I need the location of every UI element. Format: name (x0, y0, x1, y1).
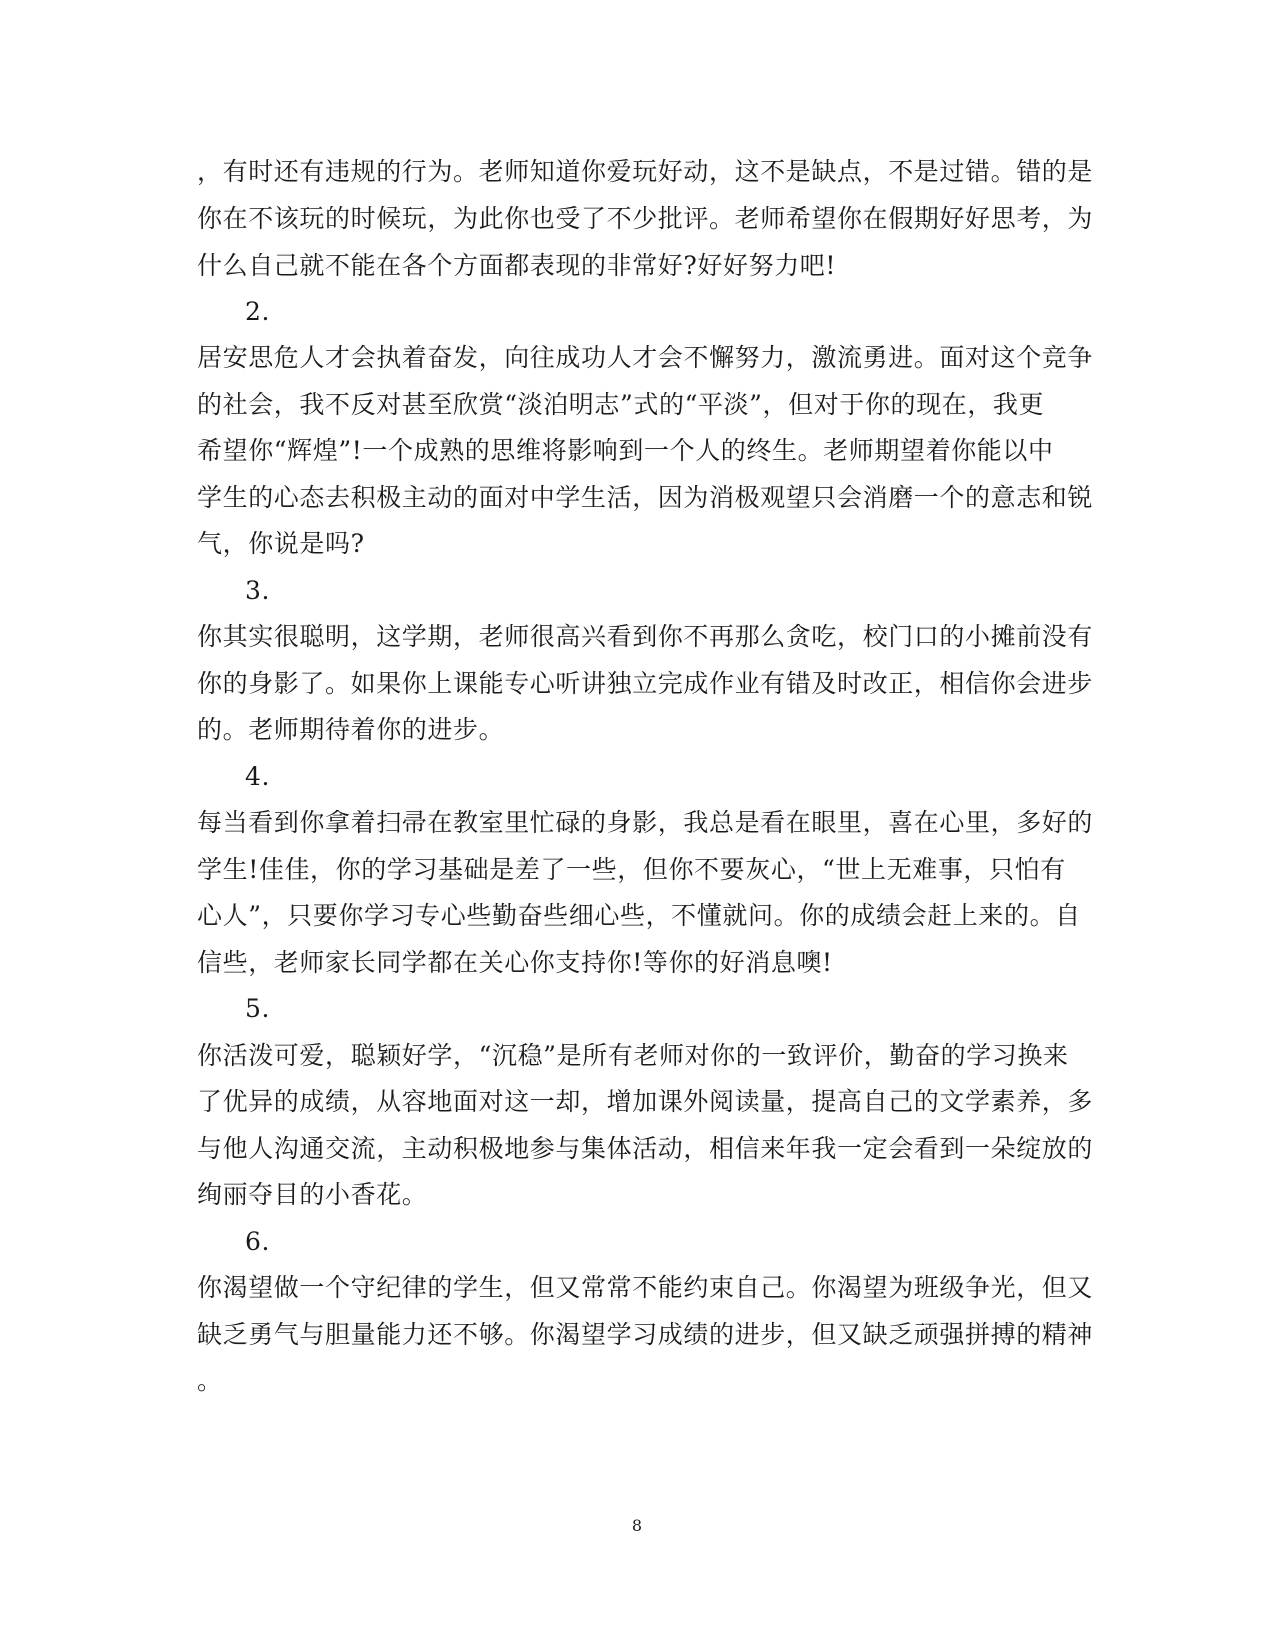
text-line: 学生的心态去积极主动的面对中学生活，因为消极观望只会消磨一个的意志和锐 (197, 483, 1094, 512)
text-line: 希望你“辉煌”!一个成熟的思维将影响到一个人的终生。老师期望着你能以中 (197, 436, 1054, 465)
text-line: 气，你说是吗? (197, 529, 365, 558)
text-line: 你在不该玩的时候玩，为此你也受了不少批评。老师希望你在假期好好思考，为 (197, 204, 1094, 233)
section-number: 3. (245, 576, 271, 605)
text-line: 的。老师期待着你的进步。 (197, 715, 505, 744)
text-line: 每当看到你拿着扫帚在教室里忙碌的身影，我总是看在眼里，喜在心里，多好的 (197, 808, 1094, 837)
text-line: 与他人沟通交流，主动积极地参与集体活动，相信来年我一定会看到一朵绽放的 (197, 1134, 1094, 1163)
section-number: 2. (245, 297, 271, 326)
text-line: 学生!佳佳，你的学习基础是差了一些，但你不要灰心，“世上无难事，只怕有 (197, 855, 1066, 884)
section-number: 5. (245, 994, 271, 1023)
text-line: 缺乏勇气与胆量能力还不够。你渴望学习成绩的进步，但又缺乏顽强拼搏的精神 (197, 1320, 1094, 1349)
text-line: 你的身影了。如果你上课能专心听讲独立完成作业有错及时改正，相信你会进步 (197, 669, 1094, 698)
section-number: 4. (245, 762, 271, 791)
text-line: 你其实很聪明，这学期，老师很高兴看到你不再那么贪吃，校门口的小摊前没有 (197, 622, 1094, 651)
text-line: ，有时还有违规的行为。老师知道你爱玩好动，这不是缺点，不是过错。错的是 (197, 157, 1094, 186)
text-line: 了优异的成绩，从容地面对这一却，增加课外阅读量，提高自己的文学素养，多 (197, 1087, 1094, 1116)
text-line: 的社会，我不反对甚至欣赏“淡泊明志”式的“平淡”，但对于你的现在，我更 (197, 390, 1045, 419)
text-line: 心人”，只要你学习专心些勤奋些细心些，不懂就问。你的成绩会赶上来的。自 (197, 901, 1081, 930)
text-line: 你活泼可爱，聪颖好学，“沉稳”是所有老师对你的一致评价，勤奋的学习换来 (197, 1041, 1069, 1070)
text-line: 绚丽夺目的小香花。 (197, 1180, 428, 1209)
page-number: 8 (631, 1516, 643, 1535)
text-line: 什么自己就不能在各个方面都表现的非常好?好好努力吧! (197, 251, 837, 280)
text-line: 信些，老师家长同学都在关心你支持你!等你的好消息噢! (197, 948, 833, 977)
text-line: 。 (197, 1366, 223, 1395)
text-line: 你渴望做一个守纪律的学生，但又常常不能约束自己。你渴望为班级争光，但又 (197, 1273, 1094, 1302)
text-line: 居安思危人才会执着奋发，向往成功人才会不懈努力，激流勇进。面对这个竞争 (197, 343, 1094, 372)
section-number: 6. (245, 1227, 271, 1256)
